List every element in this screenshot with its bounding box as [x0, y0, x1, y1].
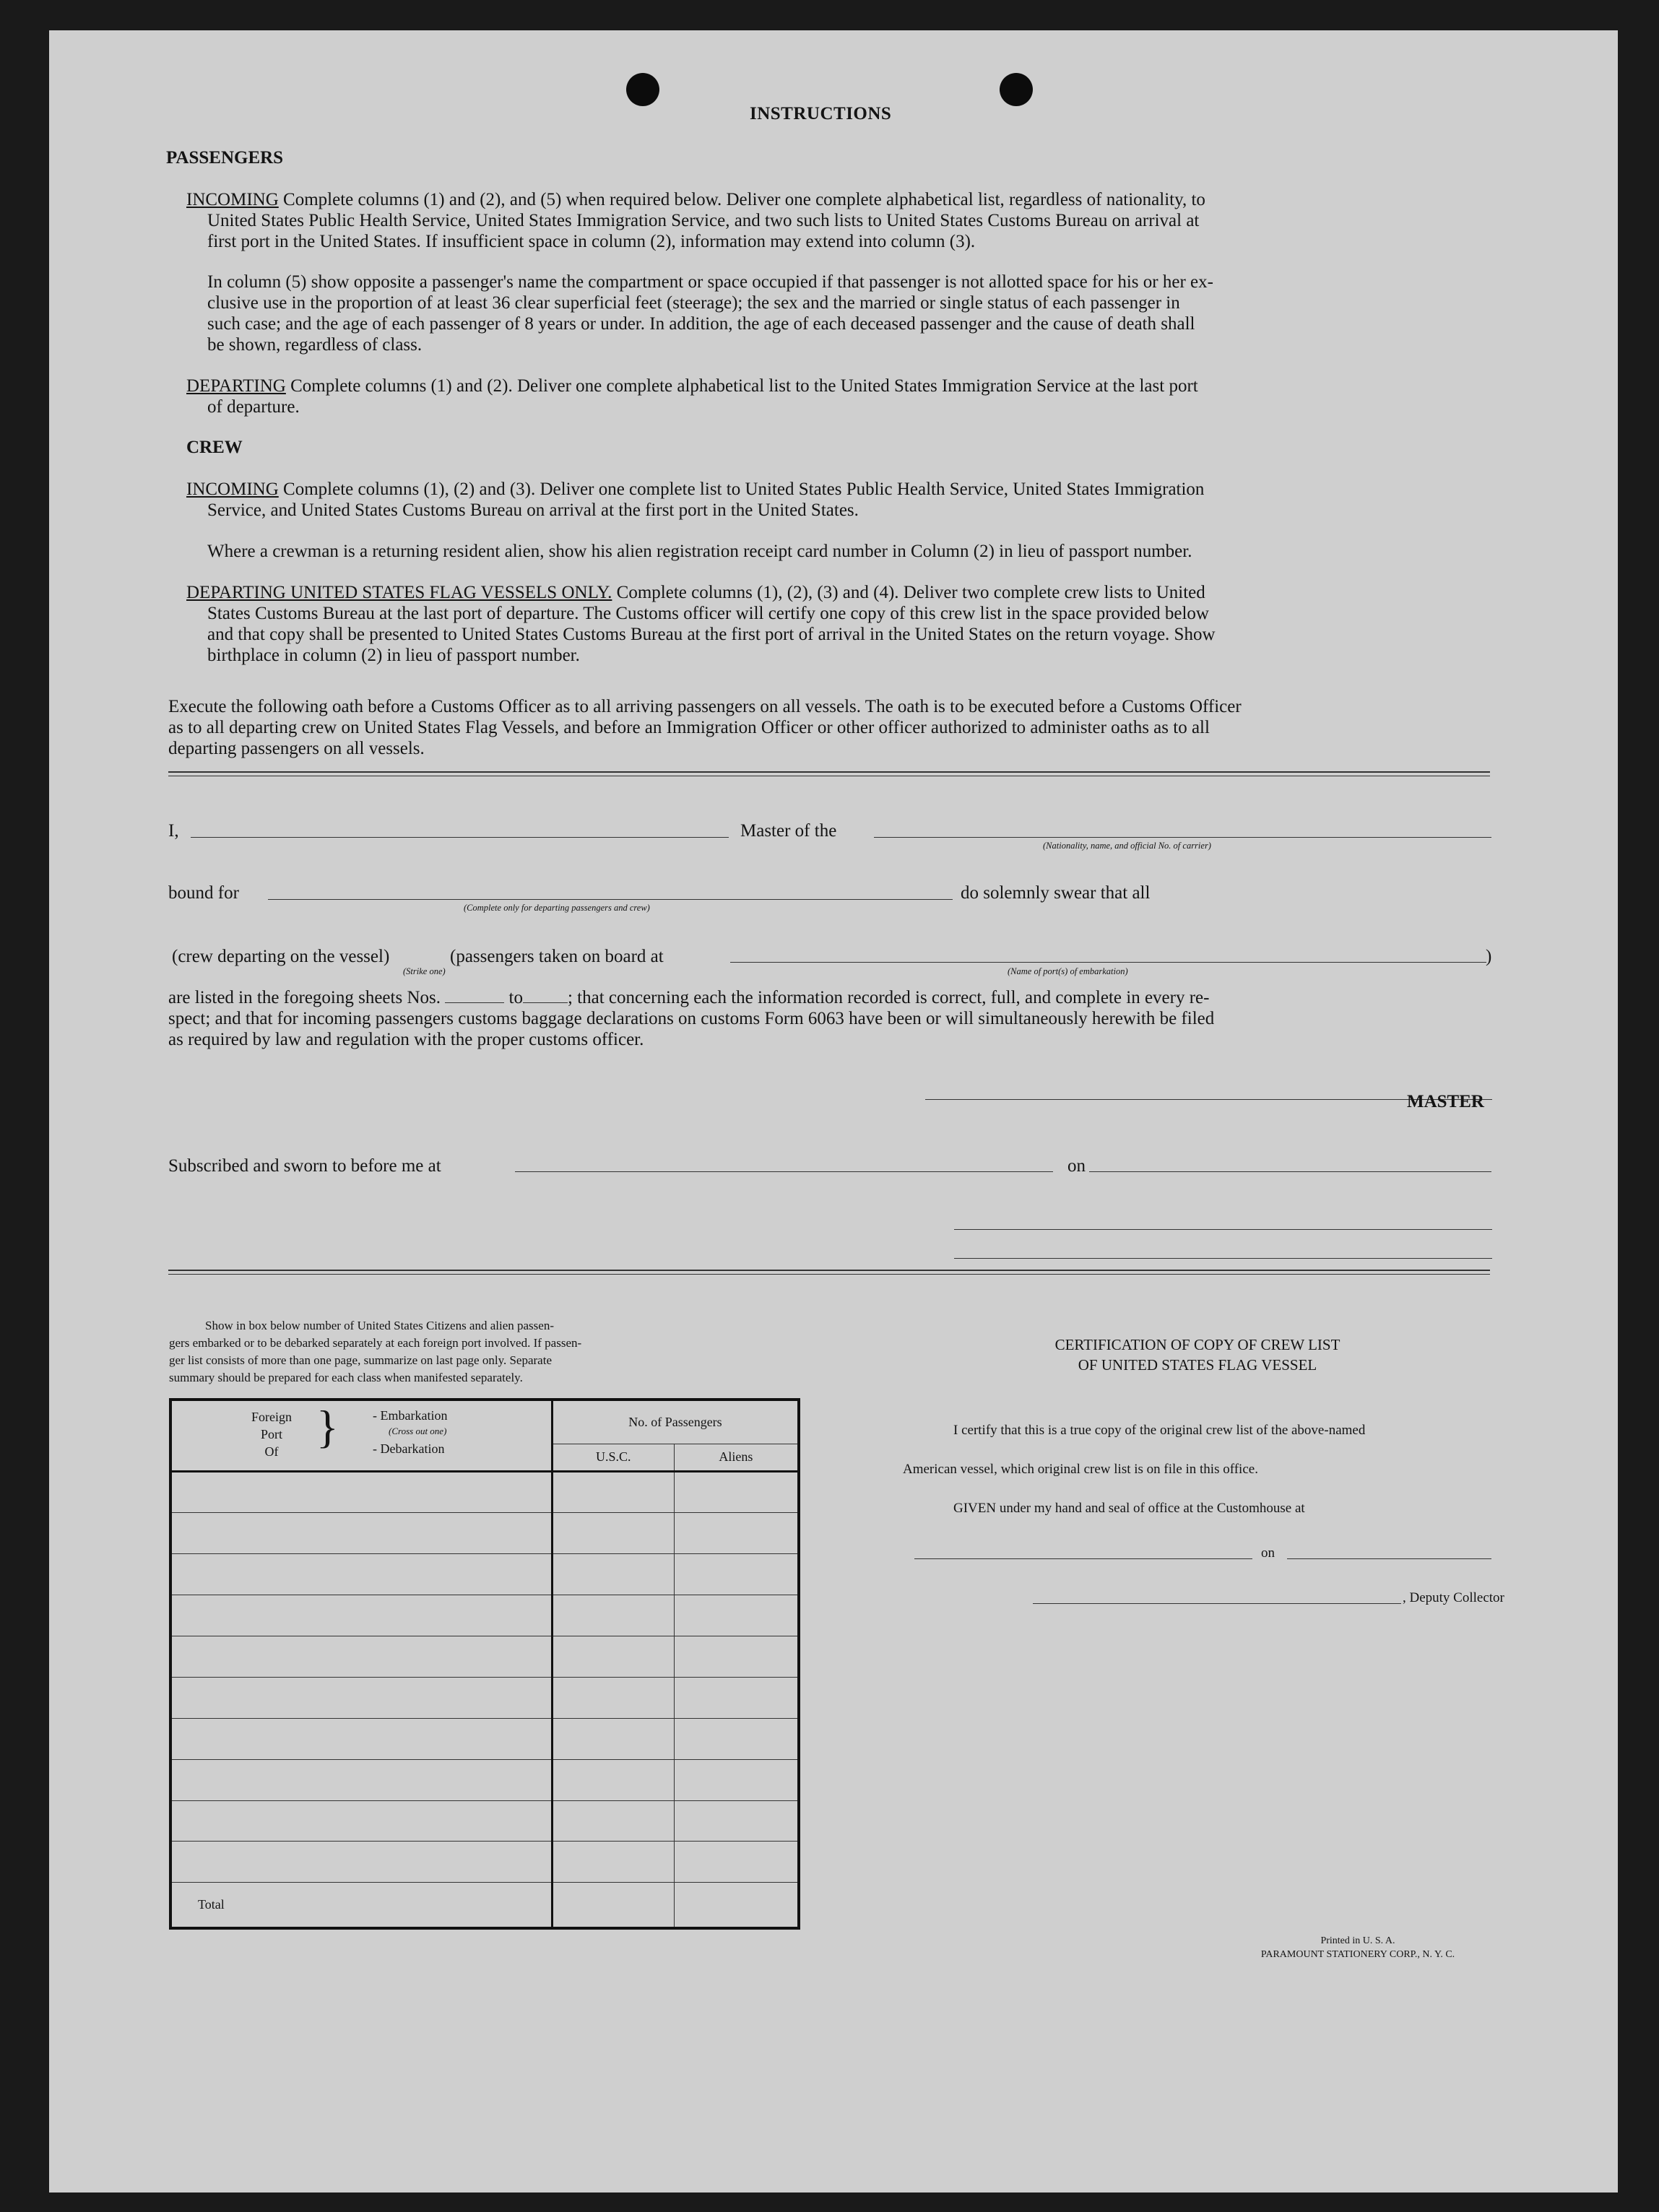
port-label: Port	[260, 1427, 282, 1441]
certification-line-1: I certify that this is a true copy of the original crew list of the above-named	[953, 1423, 1366, 1438]
aliens-cell[interactable]	[674, 1595, 799, 1636]
crew-departing-line-2: States Customs Bureau at the last port of departure. The Customs officer will certify one copy of this crew list in the space provided below	[207, 604, 1209, 623]
carrier-field[interactable]	[874, 837, 1491, 838]
total-aliens-cell[interactable]	[674, 1883, 799, 1928]
printer-note	[1177, 1934, 1538, 1961]
punch-hole-right	[1000, 73, 1033, 106]
of-label: Of	[264, 1444, 279, 1459]
printer-line-2: PARAMOUNT STATIONERY CORP., N. Y. C.	[1260, 1949, 1455, 1960]
crew-incoming-label: INCOMING	[186, 480, 279, 499]
master-of-label: Master of the	[740, 821, 837, 841]
certification-title	[988, 1335, 1407, 1375]
passengers-departing-line-1	[186, 376, 1198, 396]
close-paren: )	[1486, 947, 1492, 966]
col5-line-2: clusive use in the proportion of at least 36 clear superficial feet (steerage); the sex and the married or single status of each passenger in	[207, 293, 1180, 313]
punch-hole-left	[626, 73, 659, 106]
crew-incoming-line-2: Service, and United States Customs Bureau on arrival at the first port in the United States.	[207, 500, 859, 520]
port-cell[interactable]	[170, 1718, 552, 1759]
foreign-port-of-label	[251, 1408, 292, 1460]
summary-row	[170, 1636, 799, 1677]
aliens-cell[interactable]	[674, 1513, 799, 1554]
port-cell[interactable]	[170, 1636, 552, 1677]
carrier-note: (Nationality, name, and official No. of carrier)	[1043, 841, 1211, 851]
usc-cell[interactable]	[552, 1513, 674, 1554]
summary-row	[170, 1759, 799, 1800]
crew-departing-line-1	[186, 582, 1205, 603]
port-cell[interactable]	[170, 1800, 552, 1842]
usc-cell[interactable]	[552, 1553, 674, 1595]
aliens-cell[interactable]	[674, 1553, 799, 1595]
usc-cell[interactable]	[552, 1800, 674, 1842]
port-cell[interactable]	[170, 1842, 552, 1883]
summary-row	[170, 1513, 799, 1554]
aliens-cell[interactable]	[674, 1842, 799, 1883]
summary-row	[170, 1472, 799, 1513]
aliens-cell[interactable]	[674, 1759, 799, 1800]
summary-header-row	[170, 1400, 799, 1444]
port-note: (Name of port(s) of embarkation)	[1008, 966, 1128, 976]
certification-title-2: OF UNITED STATES FLAG VESSEL	[1078, 1356, 1317, 1374]
deputy-collector-label: , Deputy Collector	[1403, 1590, 1504, 1605]
certification-line-2: American vessel, which original crew list is on file in this office.	[903, 1462, 1258, 1477]
usc-cell[interactable]	[552, 1718, 674, 1759]
listed-line-2: spect; and that for incoming passengers customs baggage declarations on customs Form 6063 have been or will simultaneously herewith be filed	[168, 1009, 1215, 1028]
master-signature-label: MASTER	[1407, 1092, 1484, 1111]
crew-departing-line-4: birthplace in column (2) in lieu of passport number.	[207, 646, 580, 665]
usc-cell[interactable]	[552, 1595, 674, 1636]
embarkation-option[interactable]: - Embarkation	[373, 1408, 448, 1423]
usc-header: U.S.C.	[552, 1444, 674, 1472]
subscribed-date-field[interactable]	[1089, 1171, 1491, 1172]
bound-for-note: (Complete only for departing passengers and crew)	[464, 903, 650, 913]
summary-instructions	[169, 1317, 800, 1387]
crew-heading: CREW	[186, 438, 243, 457]
crew-departing-option[interactable]: (crew departing on the vessel)	[172, 947, 390, 966]
port-cell[interactable]	[170, 1595, 552, 1636]
aliens-cell[interactable]	[674, 1472, 799, 1513]
swear-text: do solemnly swear that all	[961, 883, 1151, 903]
passengers-incoming-line-2: United States Public Health Service, United States Immigration Service, and two such lists to United States Customs Bureau on arrival at	[207, 211, 1200, 230]
officer-title-field[interactable]	[954, 1258, 1492, 1259]
listed-line-3: as required by law and regulation with the proper customs officer.	[168, 1030, 644, 1049]
summary-instr-1: Show in box below number of United States Citizens and alien passen-	[205, 1319, 554, 1332]
passengers-incoming-text: Complete columns (1) and (2), and (5) when required below. Deliver one complete alphabetical list, regardless of nationality, to	[283, 190, 1205, 209]
certification-line-3: GIVEN under my hand and seal of office at the Customhouse at	[953, 1501, 1305, 1516]
col5-line-1: In column (5) show opposite a passenger's name the compartment or space occupied if that passenger is not allotted space for his or her ex-	[207, 272, 1213, 292]
strike-one-note: (Strike one)	[403, 966, 446, 976]
summary-row	[170, 1677, 799, 1718]
listed-line-1	[168, 987, 1209, 1008]
oath-separator-top	[168, 771, 1490, 773]
port-cell[interactable]	[170, 1677, 552, 1718]
usc-cell[interactable]	[552, 1759, 674, 1800]
listed-sheets-text: are listed in the foregoing sheets Nos.	[168, 988, 441, 1007]
passengers-departing-label: DEPARTING	[186, 376, 286, 396]
subscribed-label: Subscribed and sworn to before me at	[168, 1156, 441, 1176]
summary-row	[170, 1800, 799, 1842]
passengers-departing-line-2: of departure.	[207, 397, 300, 417]
aliens-cell[interactable]	[674, 1718, 799, 1759]
debarkation-option[interactable]: - Debarkation	[373, 1441, 445, 1456]
foreign-port-header	[170, 1400, 552, 1472]
sheet-to-field[interactable]	[523, 989, 568, 1003]
oath-intro-line-1: Execute the following oath before a Customs Officer as to all arriving passengers on all vessels. The oath is to be executed before a Customs Officer	[168, 697, 1242, 716]
foreign-label: Foreign	[251, 1410, 292, 1424]
port-cell[interactable]	[170, 1759, 552, 1800]
port-cell[interactable]	[170, 1553, 552, 1595]
printer-line-1: Printed in U. S. A.	[1320, 1935, 1395, 1946]
listed-to-text: to	[508, 988, 523, 1007]
no-passengers-header: No. of Passengers	[552, 1400, 799, 1444]
aliens-cell[interactable]	[674, 1636, 799, 1677]
port-cell[interactable]	[170, 1513, 552, 1554]
summary-row	[170, 1718, 799, 1759]
certification-on-label: on	[1261, 1545, 1275, 1561]
officer-signature-field[interactable]	[954, 1229, 1492, 1230]
summary-instr-4: summary should be prepared for each class when manifested separately.	[169, 1371, 523, 1384]
total-label: Total	[170, 1883, 552, 1928]
aliens-cell[interactable]	[674, 1677, 799, 1718]
passengers-incoming-line-1	[186, 189, 1205, 210]
passengers-departing-text: Complete columns (1) and (2). Deliver one complete alphabetical list to the United States Immigration Service at the last port	[290, 376, 1198, 396]
certification-date-field[interactable]	[1287, 1558, 1491, 1559]
listed-correct-text: ; that concerning each the information recorded is correct, full, and complete in every re-	[567, 988, 1210, 1007]
passengers-heading: PASSENGERS	[166, 148, 284, 168]
customhouse-field[interactable]	[914, 1558, 1252, 1559]
summary-row	[170, 1842, 799, 1883]
master-name-field[interactable]	[191, 837, 729, 838]
form-page	[49, 30, 1618, 2193]
bound-for-field[interactable]	[268, 899, 953, 900]
summary-row	[170, 1595, 799, 1636]
sheet-from-field[interactable]	[445, 989, 504, 1003]
summary-instr-2: gers embarked or to be debarked separately at each foreign port involved. If passen-	[169, 1336, 582, 1350]
crew-departing-label: DEPARTING UNITED STATES FLAG VESSELS ONLY.	[186, 583, 612, 602]
usc-cell[interactable]	[552, 1842, 674, 1883]
crew-departing-text: Complete columns (1), (2), (3) and (4). Deliver two complete crew lists to United	[616, 583, 1205, 602]
subscribed-on-label: on	[1067, 1156, 1086, 1176]
oath-i-label: I,	[168, 821, 179, 841]
cross-out-note: (Cross out one)	[389, 1426, 447, 1436]
passengers-incoming-label: INCOMING	[186, 190, 279, 209]
bound-for-label: bound for	[168, 883, 239, 903]
oath-intro-line-3: departing passengers on all vessels.	[168, 739, 425, 758]
col5-line-4: be shown, regardless of class.	[207, 335, 423, 355]
passengers-incoming-line-3: first port in the United States. If insufficient space in column (2), information may extend into column (3).	[207, 232, 976, 251]
certification-title-1: CERTIFICATION OF COPY OF CREW LIST	[1054, 1336, 1340, 1353]
crew-resident-text: Where a crewman is a returning resident alien, show his alien registration receipt card number in Column (2) in lieu of passport number.	[207, 542, 1192, 561]
deputy-collector-field[interactable]	[1033, 1603, 1401, 1604]
passengers-taken-option[interactable]: (passengers taken on board at	[450, 947, 664, 966]
page-title: INSTRUCTIONS	[750, 104, 892, 123]
usc-cell[interactable]	[552, 1677, 674, 1718]
brace-glyph: }	[316, 1401, 339, 1452]
summary-total-row	[170, 1883, 799, 1928]
port-cell[interactable]	[170, 1472, 552, 1513]
subscribed-place-field[interactable]	[515, 1171, 1053, 1172]
passenger-summary-table	[169, 1398, 800, 1930]
aliens-cell[interactable]	[674, 1800, 799, 1842]
summary-row	[170, 1553, 799, 1595]
usc-cell[interactable]	[552, 1636, 674, 1677]
crew-incoming-line-1	[186, 479, 1204, 500]
summary-instr-3: ger list consists of more than one page, summarize on last page only. Separate	[169, 1353, 552, 1367]
aliens-header: Aliens	[674, 1444, 799, 1472]
oath-intro-line-2: as to all departing crew on United States Flag Vessels, and before an Immigration Officer or other officer authorized to administer oaths as to all	[168, 718, 1210, 737]
summary-separator-thin	[168, 1274, 1490, 1275]
col5-line-3: such case; and the age of each passenger of 8 years or under. In addition, the age of each deceased passenger and the cause of death shall	[207, 314, 1195, 334]
crew-incoming-text: Complete columns (1), (2) and (3). Deliver one complete list to United States Public Health Service, United States Immigration	[283, 480, 1205, 499]
embarkation-port-field[interactable]	[730, 962, 1486, 963]
total-usc-cell[interactable]	[552, 1883, 674, 1928]
usc-cell[interactable]	[552, 1472, 674, 1513]
summary-separator	[168, 1270, 1490, 1271]
crew-departing-line-3: and that copy shall be presented to United States Customs Bureau at the first port of arrival in the United States on the return voyage. Show	[207, 625, 1216, 644]
